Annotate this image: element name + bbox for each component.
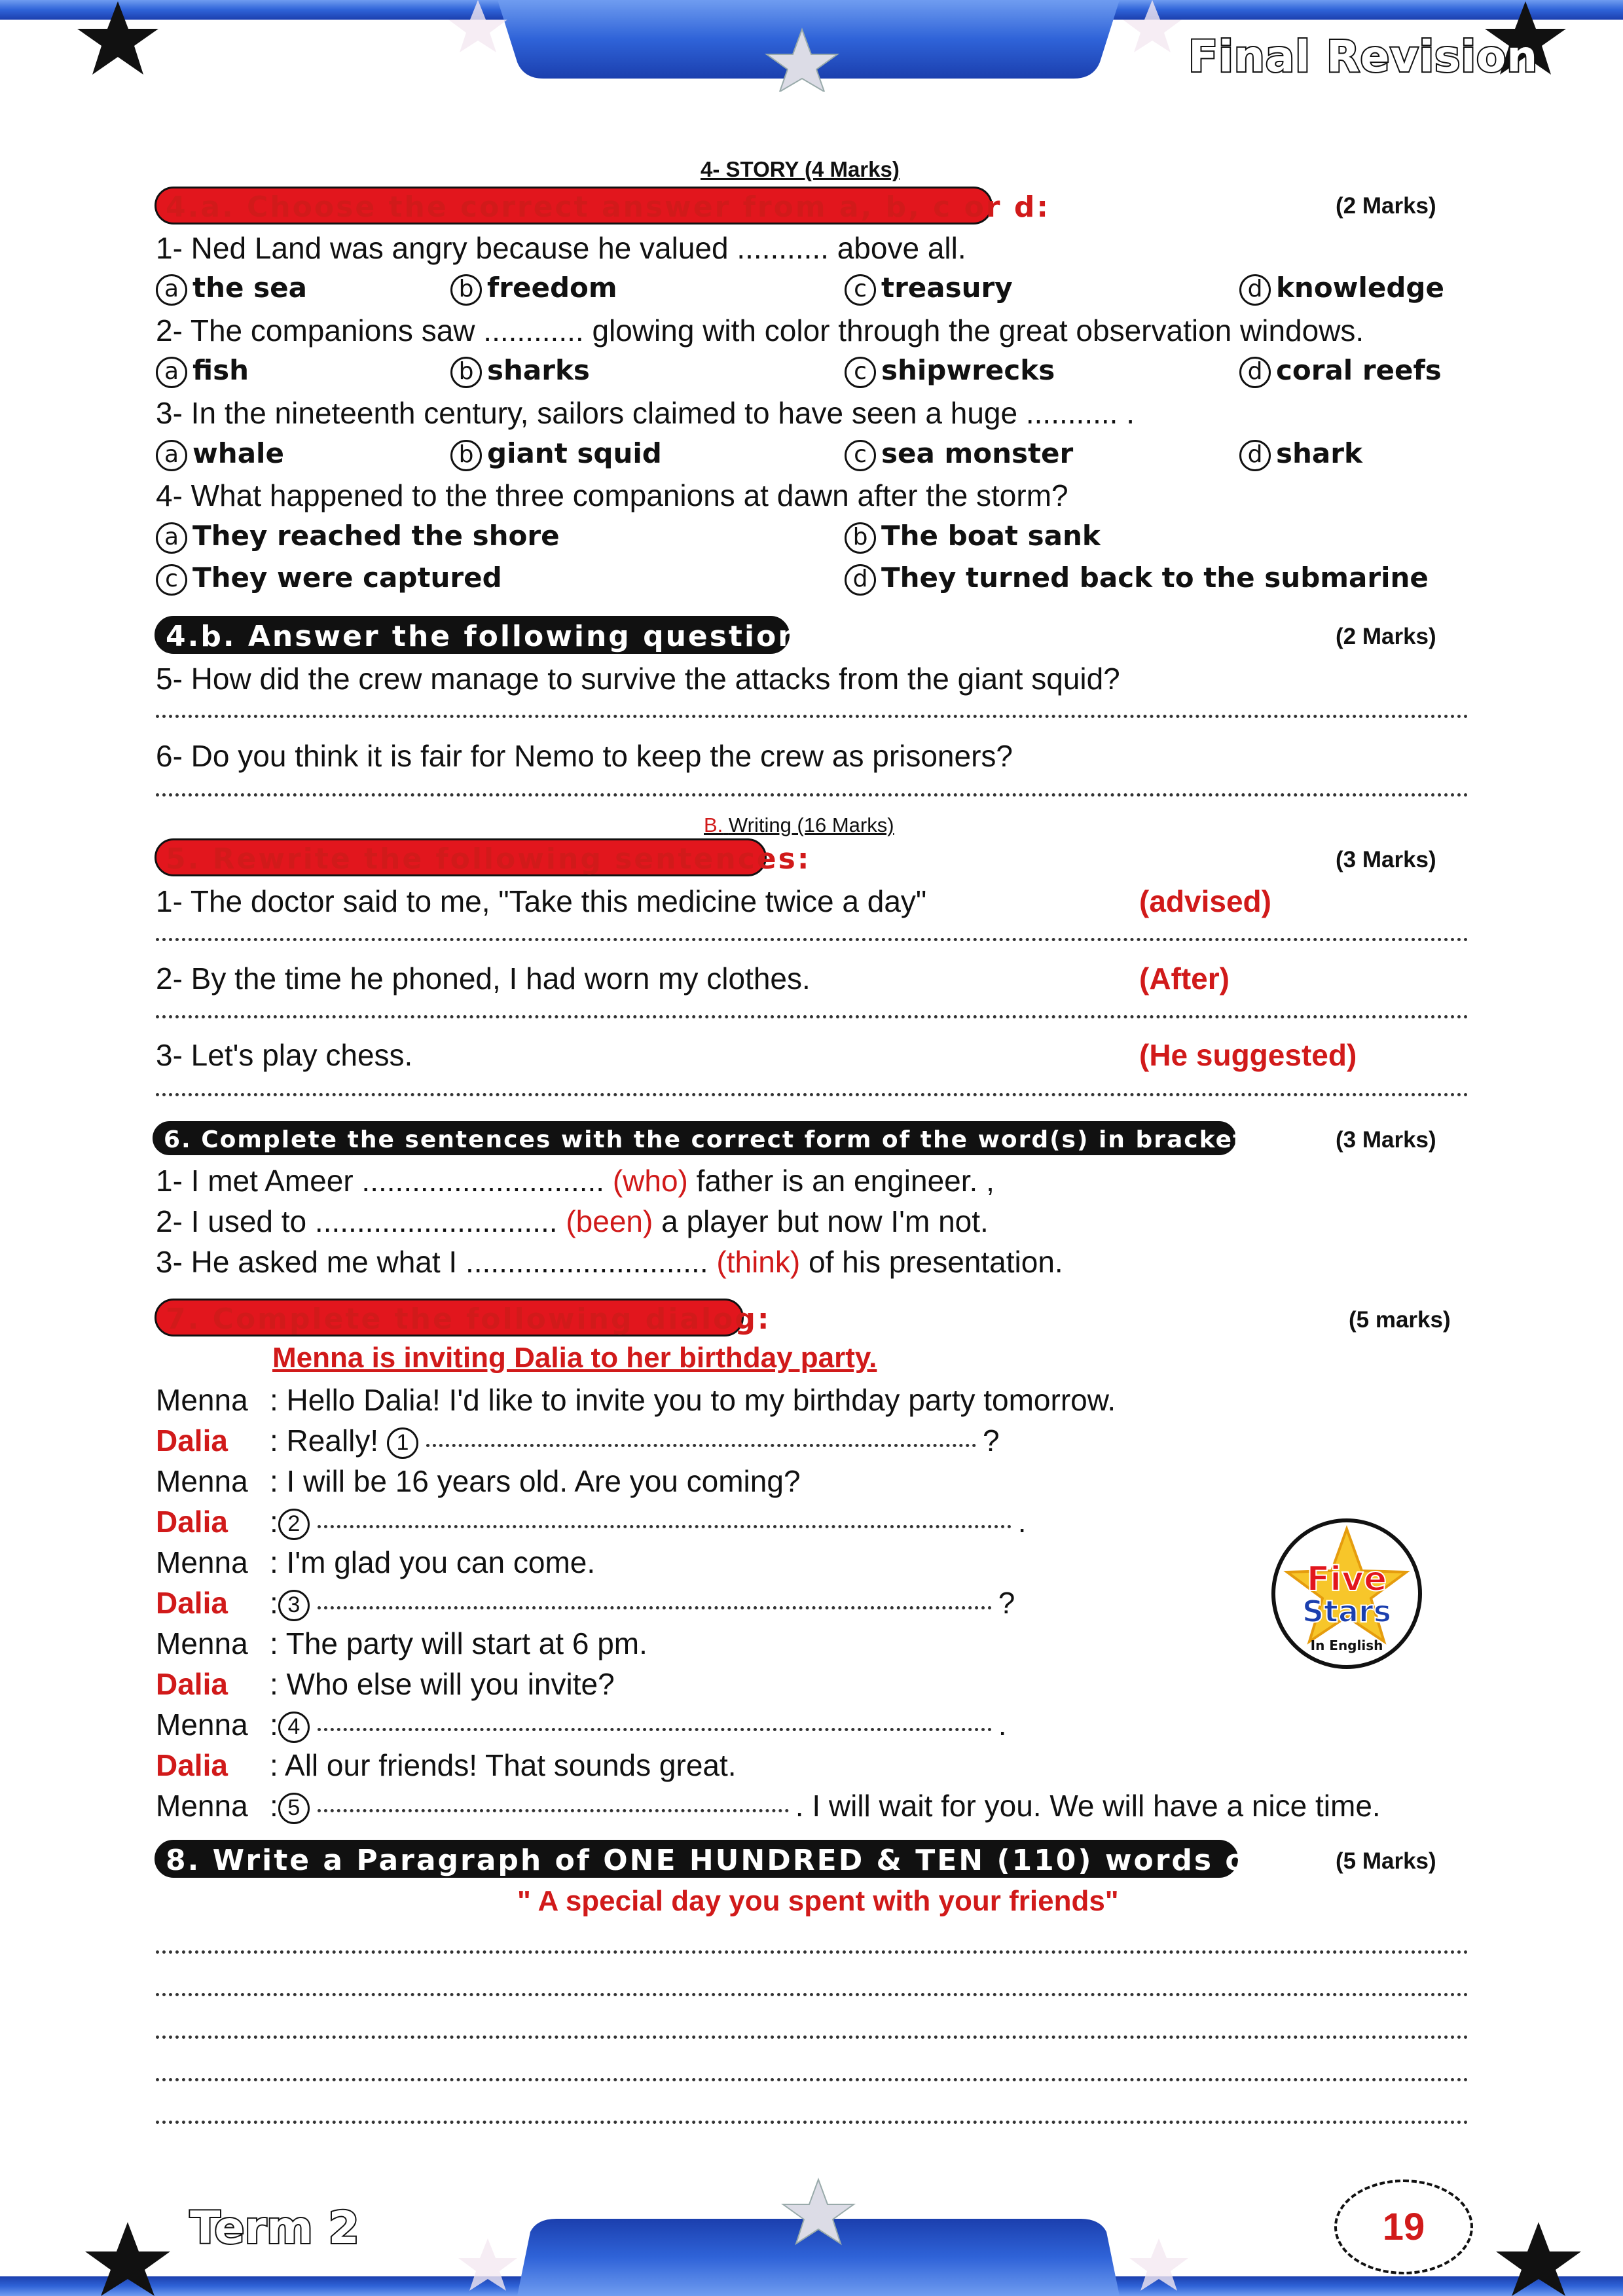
section-heading-7: 7. Complete the following dialog: bbox=[155, 1299, 744, 1336]
paragraph-topic: " A special day you spent with your friends" bbox=[517, 1885, 1119, 1917]
complete-sentence-2: 2- I used to ............................. (been) a player but now I'm not. bbox=[156, 1204, 989, 1238]
question-6: 6- Do you think it is fair for Nemo to keep the crew as prisoners? bbox=[156, 739, 1013, 773]
answer-line-rewrite-2[interactable] bbox=[156, 1015, 1468, 1018]
rewrite-cue-3: (He suggested) bbox=[1139, 1038, 1357, 1072]
question-1: 1- Ned Land was angry because he valued ........... above all. bbox=[156, 231, 966, 265]
five-stars-logo bbox=[1270, 1517, 1423, 1670]
option-2b[interactable]: b sharks bbox=[450, 354, 590, 388]
dialog-line: : Who else will you invite? bbox=[270, 1667, 615, 1701]
paragraph-line[interactable] bbox=[156, 2078, 1468, 2081]
option-3c[interactable]: c sea monster bbox=[845, 437, 1073, 471]
marks-5: (3 Marks) bbox=[1336, 847, 1436, 872]
option-3d[interactable]: d shark bbox=[1239, 437, 1362, 471]
speaker-menna: Menna bbox=[156, 1545, 248, 1579]
rewrite-sentence-3: 3- Let's play chess. bbox=[156, 1038, 413, 1072]
option-2a[interactable]: a fish bbox=[156, 354, 249, 388]
logo-text-five: Five bbox=[1306, 1560, 1387, 1599]
option-1b[interactable]: b freedom bbox=[450, 272, 617, 306]
paragraph-line[interactable] bbox=[156, 1950, 1468, 1954]
complete-sentence-1: 1- I met Ameer ............................. (who) father is an engineer. , bbox=[156, 1164, 994, 1198]
dialog-line: : I will be 16 years old. Are you coming? bbox=[270, 1464, 801, 1498]
speaker-dalia: Dalia bbox=[156, 1586, 228, 1620]
speaker-dalia: Dalia bbox=[156, 1748, 228, 1782]
answer-line-6[interactable] bbox=[156, 793, 1468, 797]
dialog-line: : The party will start at 6 pm. bbox=[270, 1626, 647, 1660]
question-2: 2- The companions saw ............ glowing with color through the great observation windows. bbox=[156, 314, 1364, 348]
dialog-blank-3[interactable]: : 3 ? bbox=[270, 1586, 1015, 1620]
question-3: 3- In the nineteenth century, sailors claimed to have seen a huge ........... . bbox=[156, 396, 1135, 430]
option-4b[interactable]: b The boat sank bbox=[845, 520, 1101, 554]
speaker-menna: Menna bbox=[156, 1464, 248, 1498]
header-title: Final Revision bbox=[1188, 31, 1539, 82]
option-1a[interactable]: a the sea bbox=[156, 272, 307, 306]
speaker-menna: Menna bbox=[156, 1708, 248, 1742]
dialog-line: : All our friends! That sounds great. bbox=[270, 1748, 737, 1782]
answer-line-rewrite-1[interactable] bbox=[156, 938, 1468, 941]
marks-6: (3 Marks) bbox=[1336, 1127, 1436, 1153]
question-5: 5- How did the crew manage to survive the attacks from the giant squid? bbox=[156, 662, 1120, 696]
marks-8: (5 Marks) bbox=[1336, 1848, 1436, 1874]
paragraph-line[interactable] bbox=[156, 2036, 1468, 2039]
dialog-blank-5[interactable]: : 5 . I will wait for you. We will have a nice time. bbox=[270, 1789, 1381, 1823]
dialog-line: : Hello Dalia! I'd like to invite you to my birthday party tomorrow. bbox=[270, 1383, 1116, 1417]
section-heading-4a: 4.a. Choose the correct answer from a, b, c or d: bbox=[155, 187, 993, 224]
footer-term: Term 2 bbox=[190, 2202, 359, 2254]
option-4a[interactable]: a They reached the shore bbox=[156, 520, 560, 554]
option-2c[interactable]: c shipwrecks bbox=[845, 354, 1055, 388]
paragraph-line[interactable] bbox=[156, 2121, 1468, 2124]
dialog-line: : I'm glad you can come. bbox=[270, 1545, 596, 1579]
option-1d[interactable]: d knowledge bbox=[1239, 272, 1444, 306]
marks-4b: (2 Marks) bbox=[1336, 624, 1436, 649]
option-4c[interactable]: c They were captured bbox=[156, 562, 502, 596]
option-2d[interactable]: d coral reefs bbox=[1239, 354, 1442, 388]
page-number: 19 bbox=[1334, 2179, 1473, 2274]
rewrite-sentence-1: 1- The doctor said to me, "Take this medicine twice a day" bbox=[156, 884, 927, 918]
logo-text-stars: Stars bbox=[1302, 1594, 1392, 1629]
rewrite-cue-2: (After) bbox=[1139, 961, 1230, 996]
answer-line-rewrite-3[interactable] bbox=[156, 1093, 1468, 1096]
option-1c[interactable]: c treasury bbox=[845, 272, 1013, 306]
speaker-menna: Menna bbox=[156, 1626, 248, 1660]
speaker-dalia: Dalia bbox=[156, 1424, 228, 1458]
dialog-blank-2[interactable]: : 2 . bbox=[270, 1505, 1027, 1539]
section-heading-6: 6. Complete the sentences with the correct form of the word(s) in brackets: bbox=[153, 1121, 1236, 1155]
dialog-blank-1[interactable]: : Really! 1 ? bbox=[270, 1424, 1000, 1458]
speaker-dalia: Dalia bbox=[156, 1505, 228, 1539]
dialog-blank-4[interactable]: : 4 . bbox=[270, 1708, 1007, 1742]
answer-line-5[interactable] bbox=[156, 715, 1468, 718]
complete-sentence-3: 3- He asked me what I ............................. (think) of his presentation. bbox=[156, 1245, 1063, 1279]
logo-text-in-english: In English bbox=[1310, 1638, 1383, 1653]
rewrite-sentence-2: 2- By the time he phoned, I had worn my clothes. bbox=[156, 961, 811, 996]
section-heading-4b: 4.b. Answer the following questions: bbox=[155, 616, 790, 654]
story-section-title: 4- STORY (4 Marks) bbox=[701, 157, 900, 181]
section-heading-8: 8. Write a Paragraph of ONE HUNDRED & TEN (110) words on: bbox=[155, 1840, 1238, 1878]
option-3a[interactable]: a whale bbox=[156, 437, 284, 471]
paragraph-line[interactable] bbox=[156, 1993, 1468, 1996]
option-4d[interactable]: d They turned back to the submarine bbox=[845, 562, 1429, 596]
marks-7: (5 marks) bbox=[1349, 1307, 1451, 1333]
speaker-dalia: Dalia bbox=[156, 1667, 228, 1701]
section-heading-5: 5. Rewrite the following sentences: bbox=[155, 838, 767, 876]
rewrite-cue-1: (advised) bbox=[1139, 884, 1271, 918]
option-3b[interactable]: b giant squid bbox=[450, 437, 662, 471]
marks-4a: (2 Marks) bbox=[1336, 193, 1436, 219]
dialog-situation: Menna is inviting Dalia to her birthday party. bbox=[272, 1342, 877, 1374]
speaker-menna: Menna bbox=[156, 1383, 248, 1417]
writing-section-title: B. Writing (16 Marks) bbox=[704, 814, 894, 836]
speaker-menna: Menna bbox=[156, 1789, 248, 1823]
question-4: 4- What happened to the three companions at dawn after the storm? bbox=[156, 478, 1068, 512]
